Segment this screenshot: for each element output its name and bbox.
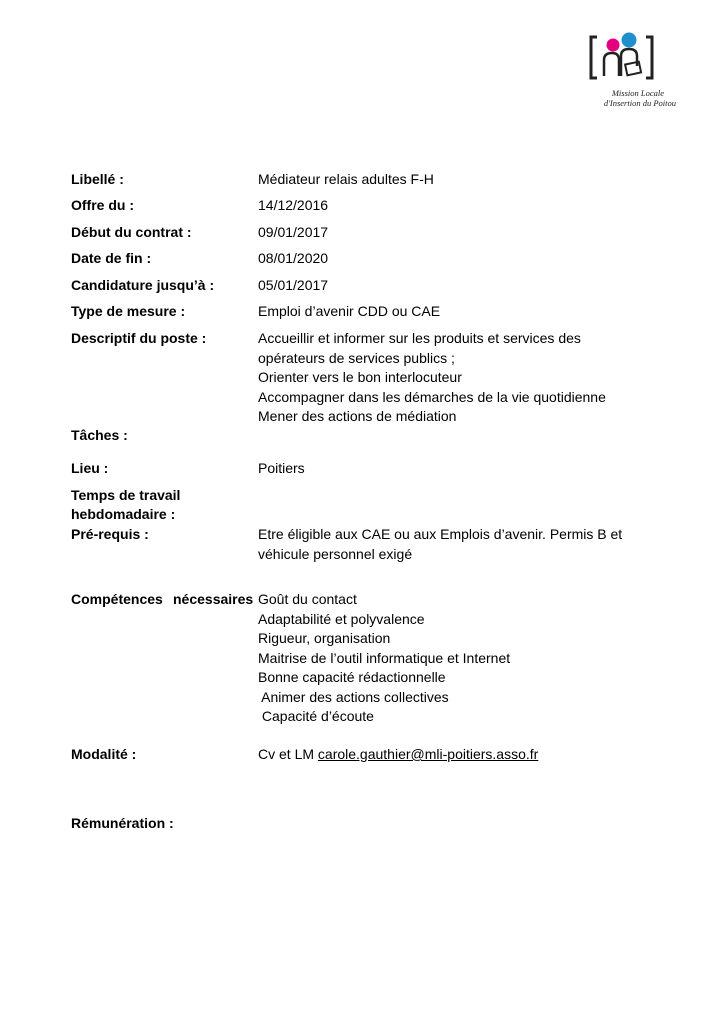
descriptif-line: Orienter vers le bon interlocuteur xyxy=(258,369,462,385)
prerequis-line: Etre éligible aux CAE ou aux Emplois d’avenir. Permis B et xyxy=(258,526,623,542)
competences-line: Goût du contact xyxy=(258,591,357,607)
email-link[interactable]: carole.gauthier@mli-poitiers.asso.fr xyxy=(317,746,539,762)
logo-text-line1: Mission Locale xyxy=(611,88,664,98)
descriptif-value xyxy=(258,329,606,427)
descriptif-line: opérateurs de services publics ; xyxy=(258,349,455,366)
logo-text-line2: d'Insertion du Poitou xyxy=(603,98,676,108)
competences-label-word2: nécessaires xyxy=(173,591,254,607)
modalite-value xyxy=(258,745,538,765)
prerequis-line: véhicule personnel exigé xyxy=(258,545,413,562)
prerequis-value xyxy=(258,525,622,564)
modalite-prefix: Cv et LM xyxy=(258,746,315,762)
descriptif-line: Accueillir et informer sur les produits et services des xyxy=(258,330,581,346)
competences-line: Animer des actions collectives xyxy=(258,688,449,705)
lieu-label: Lieu : xyxy=(71,460,109,476)
debut-contrat-value: 09/01/2017 xyxy=(258,224,329,240)
logo xyxy=(578,28,678,113)
debut-contrat-label: Début du contrat : xyxy=(71,224,192,240)
libelle-value: Médiateur relais adultes F-H xyxy=(258,171,434,187)
descriptif-line: Accompagner dans les démarches de la vie quotidienne xyxy=(258,388,606,405)
candidature-value: 05/01/2017 xyxy=(258,277,329,293)
competences-line: Maitrise de l’outil informatique et Internet xyxy=(258,649,511,666)
offre-du-value: 14/12/2016 xyxy=(258,197,329,213)
date-fin-label: Date de fin : xyxy=(71,250,152,266)
temps-travail-label-line1: Temps de travail xyxy=(71,487,181,503)
competences-line: Capacité d’écoute xyxy=(258,708,374,724)
competences-line: Bonne capacité rédactionnelle xyxy=(258,669,446,685)
mission-locale-logo-icon xyxy=(584,28,664,88)
remuneration-label: Rémunération : xyxy=(71,815,174,831)
competences-label-word1: Compétences xyxy=(71,591,163,607)
competences-line: Adaptabilité et polyvalence xyxy=(258,610,425,627)
type-mesure-value: Emploi d’avenir CDD ou CAE xyxy=(258,303,441,319)
taches-label: Tâches : xyxy=(71,427,128,443)
type-mesure-label: Type de mesure : xyxy=(71,303,186,319)
competences-line: Rigueur, organisation xyxy=(258,630,391,646)
competences-value xyxy=(258,590,510,727)
modalite-label: Modalité : xyxy=(71,746,137,762)
descriptif-line: Mener des actions de médiation xyxy=(258,408,457,424)
candidature-label: Candidature jusqu’à : xyxy=(71,277,215,293)
descriptif-label: Descriptif du poste : xyxy=(71,330,207,346)
temps-travail-label-line2: hebdomadaire : xyxy=(71,506,176,522)
date-fin-value: 08/01/2020 xyxy=(258,250,329,266)
offre-du-label: Offre du : xyxy=(71,197,134,213)
lieu-value: Poitiers xyxy=(258,460,305,476)
prerequis-label: Pré-requis : xyxy=(71,526,149,542)
libelle-label: Libellé : xyxy=(71,171,124,187)
